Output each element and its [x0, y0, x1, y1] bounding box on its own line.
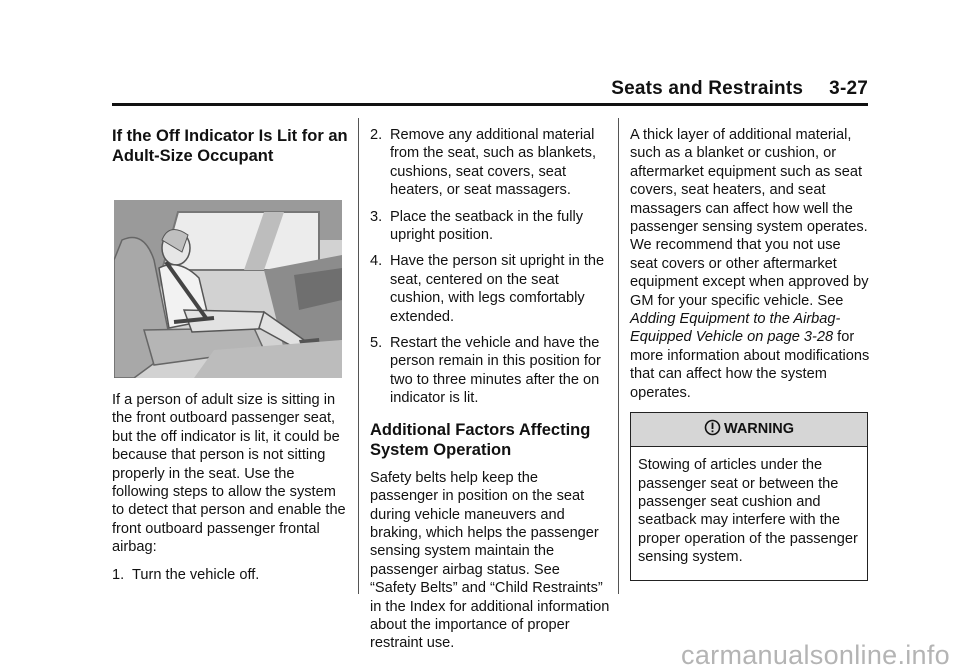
- warning-box: [630, 412, 868, 580]
- safety-belts-paragraph: Safety belts help keep the passenger in position on the seat during vehicle maneuvers and braking, which helps the passenger sensing system maintain the passenger airbag status. See “Safety Belts” and “Child Restraints” in the Index for additional information about the importance of proper restraint use.: [370, 469, 610, 652]
- additional-material-paragraph: [630, 126, 870, 402]
- section-heading-additional-factors: Additional Factors Affecting System Operation: [370, 420, 591, 459]
- intro-paragraph: If a person of adult size is sitting in the front outboard passenger seat, but the off indicator is lit, it could be because that person is not sitting properly in the seat. Use the following steps to allow the system to detect that person and enable the front outboard passenger frontal airbag:: [112, 392, 346, 556]
- step-number: 5.: [370, 335, 383, 352]
- column-divider-2: [618, 118, 619, 594]
- warning-body: Stowing of articles under the passenger seat or between the passenger seat cushion and seatback may interfere with the proper operation of the passenger sensing system.: [638, 457, 858, 566]
- warning-header: [631, 413, 867, 447]
- section-heading-off-indicator: If the Off Indicator Is Lit for an Adult-Size Occupant: [112, 127, 348, 165]
- step-text: Remove any additional material from the seat, such as blankets, cushions, seat covers, seat heaters, or seat massagers.: [390, 127, 597, 199]
- column-2: [370, 126, 610, 653]
- step-item: [112, 566, 348, 584]
- section-title: Seats and Restraints: [611, 78, 804, 99]
- step-text: Turn the vehicle off.: [132, 566, 260, 583]
- cross-reference-link[interactable]: Adding Equipment to the Airbag-Equipped Vehicle on page 3-28: [630, 311, 841, 346]
- running-header: [610, 78, 868, 100]
- step-text: Restart the vehicle and have the person remain in this position for two to three minutes after the on indicator is lit.: [390, 335, 601, 407]
- step-item: [370, 334, 610, 408]
- warning-icon: [704, 419, 721, 436]
- step-number: 4.: [370, 253, 383, 270]
- paragraph-text-a: A thick layer of additional material, such as a blanket or cushion, or aftermarket equipment such as seat covers, seat heaters, and seat massagers can affect how well the passenger sensing system operates. We recommend that you not use seat covers or other aftermarket equipment except when approved by GM for your specific vehicle. See: [630, 127, 869, 309]
- paragraph-text-b: for more information about modifications that can affect how the system operates.: [630, 329, 870, 401]
- step-number: 2.: [370, 127, 383, 143]
- column-3: [630, 126, 870, 581]
- steps-list-start: [112, 566, 348, 584]
- step-number: 1.: [112, 566, 125, 583]
- step-item: [370, 208, 610, 245]
- step-number: 3.: [370, 208, 383, 225]
- page-number: 3-27: [829, 78, 868, 99]
- step-item: [370, 252, 610, 326]
- step-text: Have the person sit upright in the seat, centered on the seat cushion, with legs comfortably extended.: [390, 253, 605, 325]
- column-1: [112, 126, 348, 584]
- warning-title: WARNING: [723, 421, 795, 438]
- watermark: carmanualsonline.info: [681, 640, 950, 670]
- step-text: Place the seatback in the fully upright position.: [390, 208, 584, 244]
- column-divider-1: [358, 118, 359, 594]
- step-item: [370, 126, 610, 200]
- steps-list-continued: [370, 126, 610, 408]
- header-rule: [112, 103, 868, 106]
- passenger-seated-illustration: [114, 200, 342, 378]
